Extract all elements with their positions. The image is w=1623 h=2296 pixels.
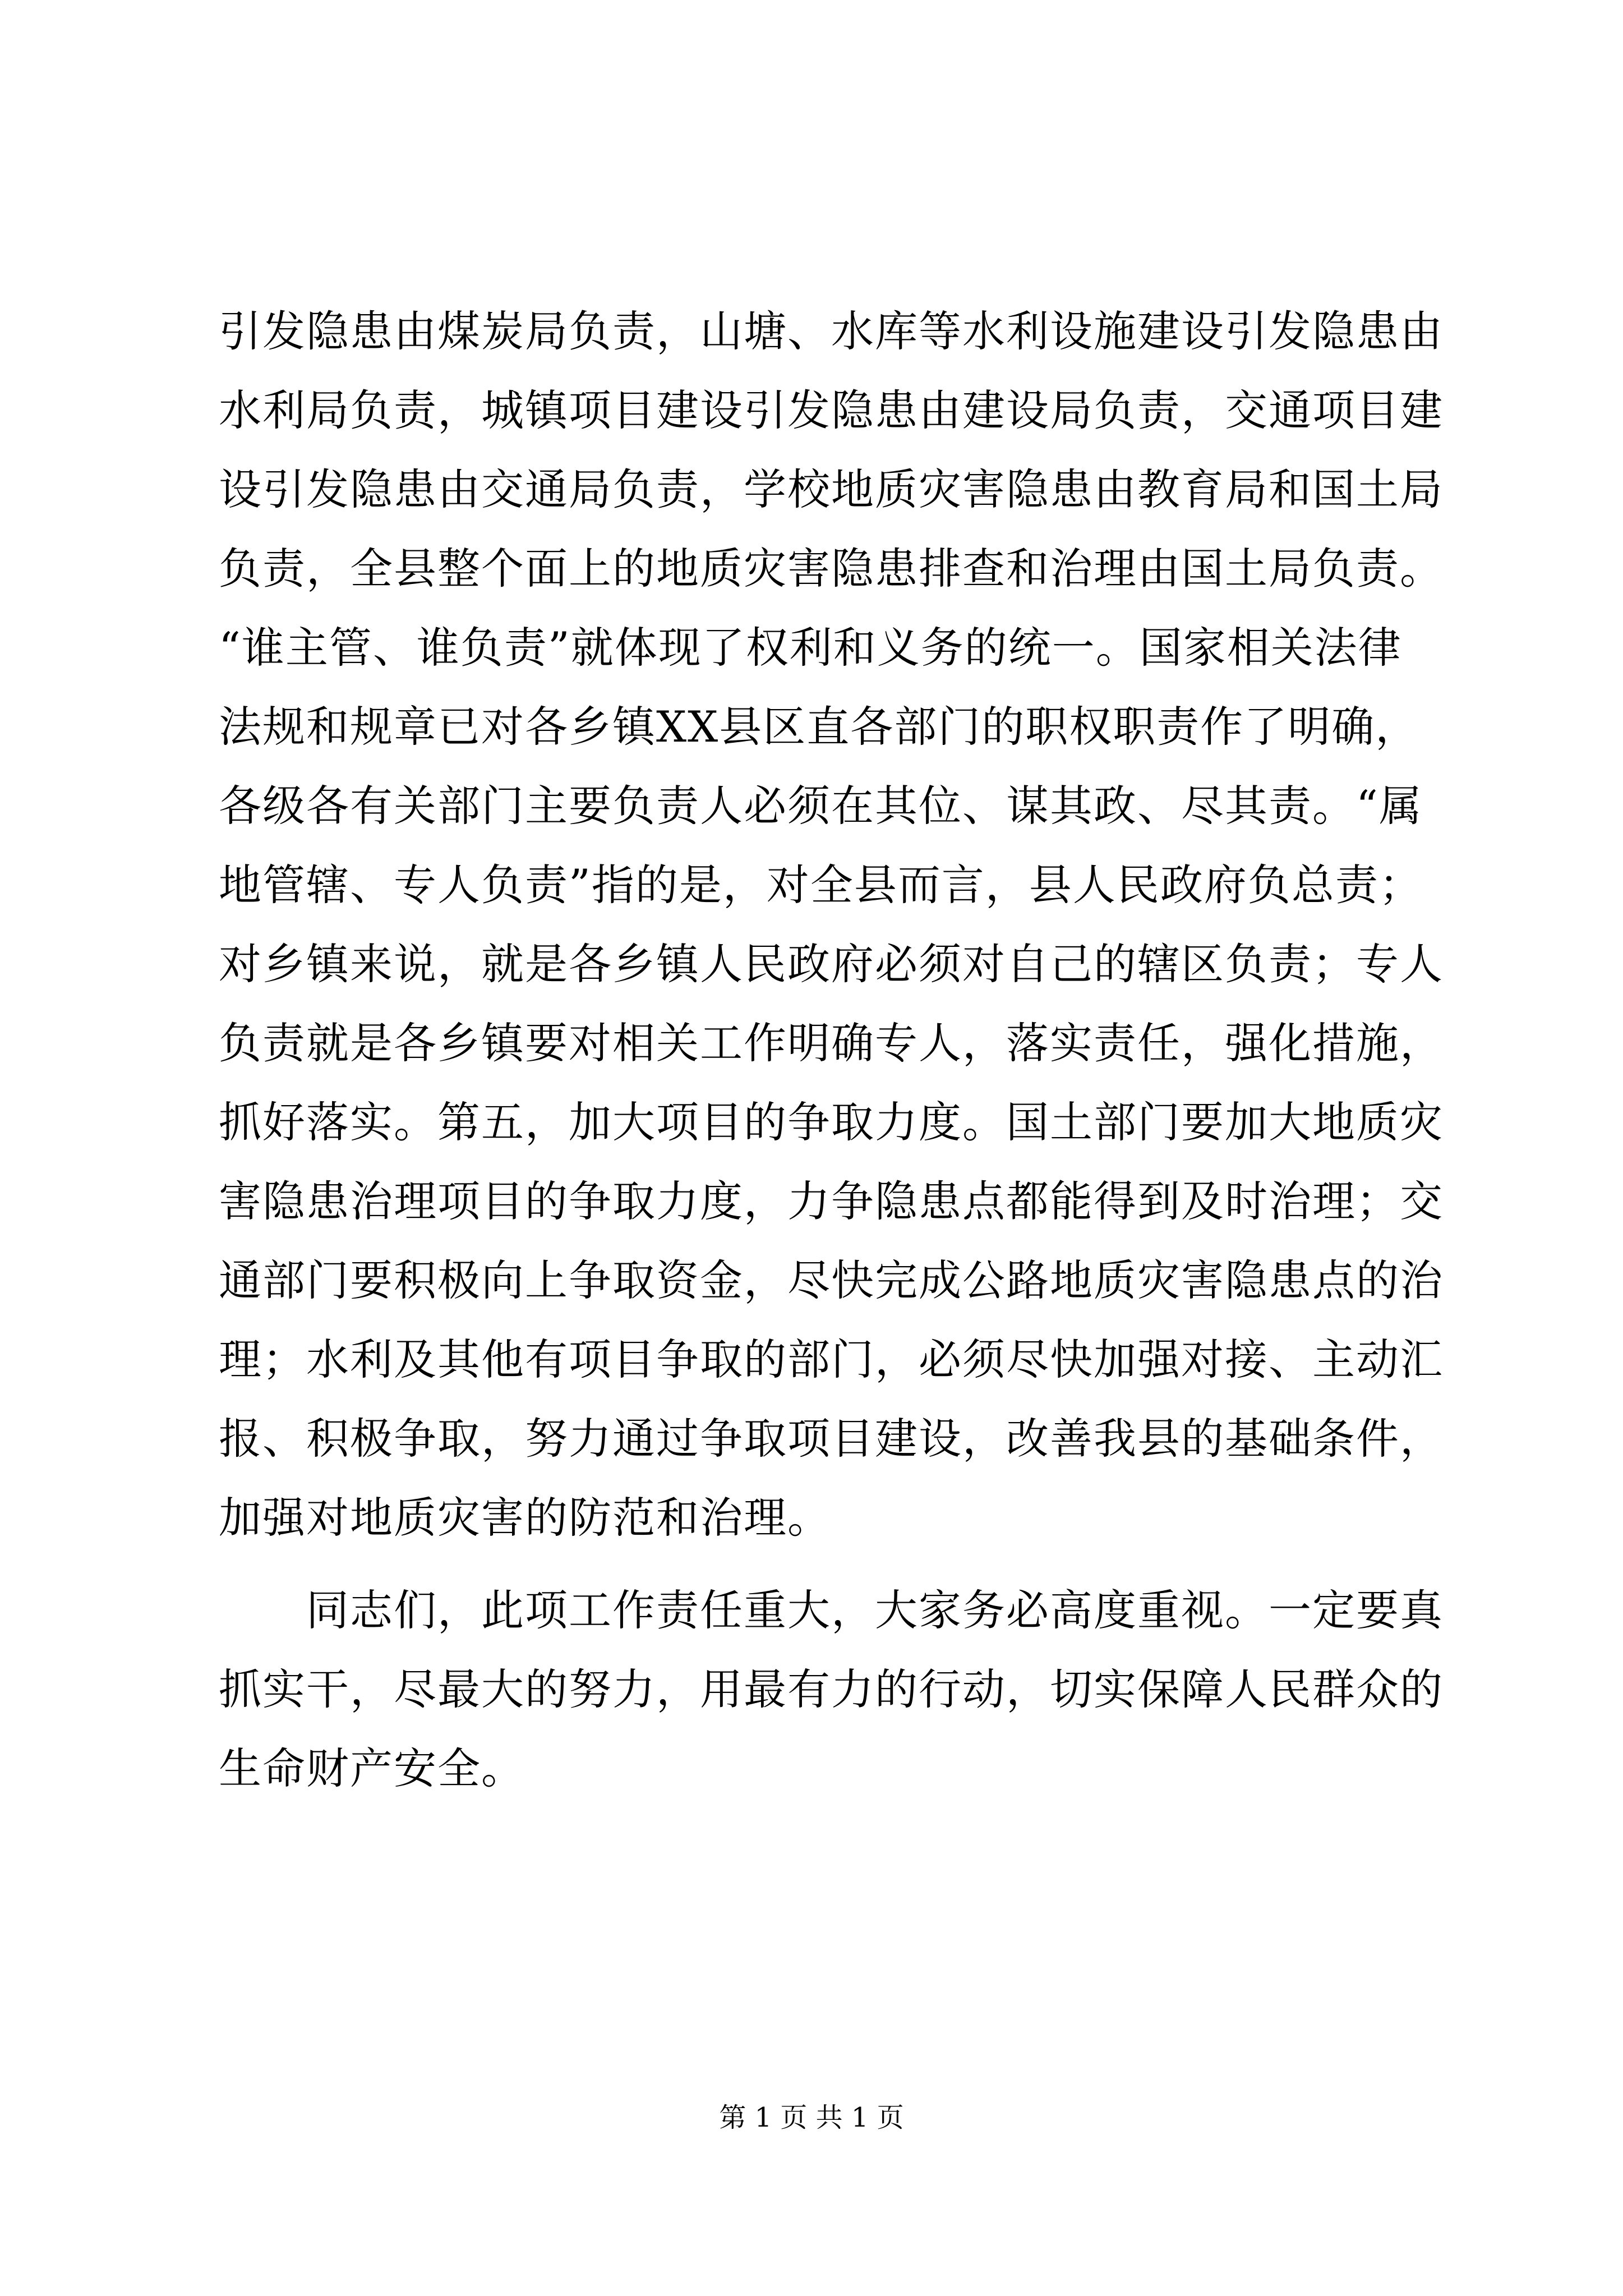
- paragraph-line: 报、积极争取，努力通过争取项目建设，改善我县的基础条件，: [219, 1414, 1444, 1464]
- page-number-footer: 第 1 页 共 1 页: [719, 2102, 904, 2133]
- paragraph-line: 地管辖、专人负责”指的是，对全县而言，县人民政府负总责；: [219, 860, 1423, 910]
- paragraph-line: 水利局负责，城镇项目建设引发隐患由建设局负责，交通项目建: [219, 385, 1444, 435]
- closing-line: 同志们，此项工作责任重大，大家务必高度重视。一定要真: [306, 1585, 1444, 1635]
- paragraph-line: 负责，全县整个面上的地质灾害隐患排查和治理由国土局负责。: [219, 544, 1444, 593]
- paragraph-line: 抓好落实。第五，加大项目的争取力度。国土部门要加大地质灾: [219, 1097, 1444, 1147]
- paragraph-line: 害隐患治理项目的争取力度，力争隐患点都能得到及时治理；交: [219, 1176, 1444, 1226]
- paragraph-line: 对乡镇来说，就是各乡镇人民政府必须对自己的辖区负责；专人: [219, 939, 1444, 989]
- paragraph-gap: [219, 1557, 1430, 1571]
- paragraph-line: 理；水利及其他有项目争取的部门，必须尽快加强对接、主动汇: [219, 1335, 1444, 1384]
- paragraph-line: 法规和规章已对各乡镇XX县区直各部门的职权职责作了明确，: [219, 702, 1419, 752]
- document-body: [219, 292, 1444, 1808]
- closing-line: 抓实干，尽最大的努力，用最有力的行动，切实保障人民群众的: [219, 1664, 1444, 1714]
- paragraph-line: 引发隐患由煤炭局负责，山塘、水库等水利设施建设引发隐患由: [219, 306, 1444, 356]
- paragraph-line: 加强对地质灾害的防范和治理。: [219, 1493, 831, 1543]
- paragraph-line: 通部门要积极向上争取资金，尽快完成公路地质灾害隐患点的治: [219, 1255, 1444, 1305]
- paragraph-line: 设引发隐患由交通局负责，学校地质灾害隐患由教育局和国土局: [219, 464, 1444, 514]
- paragraph-line: “谁主管、谁负责”就体现了权利和义务的统一。国家相关法律: [219, 623, 1402, 673]
- paragraph-line: 负责就是各乡镇要对相关工作明确专人，落实责任，强化措施，: [219, 1018, 1444, 1068]
- paragraph-line: 各级各有关部门主要负责人必须在其位、谋其政、尽其责。“属: [219, 781, 1423, 831]
- closing-line: 生命财产安全。: [219, 1743, 525, 1793]
